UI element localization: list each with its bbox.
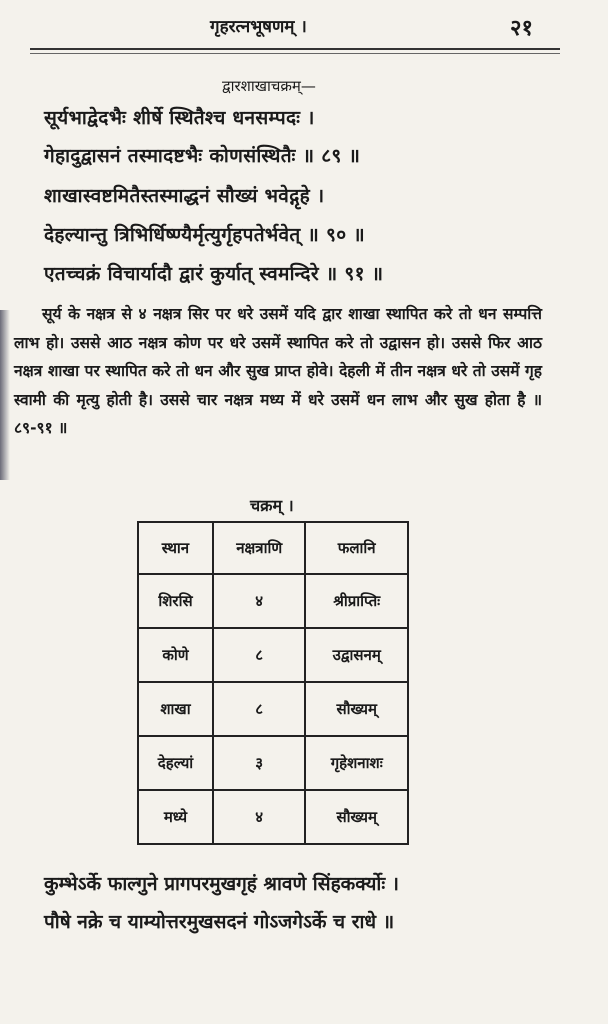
- table-row: [138, 574, 408, 628]
- chakra-table: [137, 521, 409, 845]
- table-row: [138, 628, 408, 682]
- table-row: [138, 682, 408, 736]
- table-cell: ४: [213, 790, 305, 844]
- table-cell: कोणे: [138, 628, 213, 682]
- section-title: द्वारशाखाचक्रम्—: [222, 77, 316, 95]
- header-rule-thin: [30, 53, 560, 54]
- header-rule: [30, 48, 560, 50]
- table-header-row: [138, 522, 408, 574]
- table-cell: सौख्यम्: [305, 790, 408, 844]
- table-row: [138, 790, 408, 844]
- commentary: [14, 300, 542, 443]
- table-cell: सौख्यम्: [305, 682, 408, 736]
- verse-line: गेहादुद्वासनं तस्मादष्टभैः कोणसंस्थितैः ॥ ८९ ॥: [44, 145, 361, 167]
- table-caption: चक्रम् ।: [250, 496, 294, 515]
- table-cell: श्रीप्राप्तिः: [305, 574, 408, 628]
- table-cell: शाखा: [138, 682, 213, 736]
- header-cell: नक्षत्राणि: [213, 522, 305, 574]
- running-title: गृहरत्नभूषणम् ।: [210, 17, 307, 37]
- footer-verse-line: कुम्भेऽर्के फाल्गुने प्रागपरमुखगृहं श्रावणे सिंहकर्क्योः ।: [44, 873, 400, 895]
- binding-shadow: [0, 310, 10, 480]
- footer-verse-line: पौषे नक्रे च याम्योत्तरमुखसदनं गोऽजगेऽर्के च राधे ॥: [44, 911, 395, 933]
- header-cell: फलानि: [305, 522, 408, 574]
- table-cell: शिरसि: [138, 574, 213, 628]
- table-cell: उद्वासनम्: [305, 628, 408, 682]
- commentary-text: सूर्य के नक्षत्र से ४ नक्षत्र सिर पर धरे उसमें यदि द्वार शाखा स्थापित करे तो धन सम्पत्ति लाभ हो। उससे आठ नक्षत्र कोण पर धरे उसमें स्थापित करे तो उद्वासन हो। उससे फिर आठ नक्षत्र शाखा पर स्थापित करे तो धन और सुख प्राप्त होवे। देहली में तीन नक्षत्र धरे तो उसमें गृह स्वामी की मृत्यु होती है। उससे चार नक्षत्र मध्य में धरे उसमें धन लाभ और सुख होता है ॥ ८९-९१ ॥: [14, 305, 542, 438]
- verse-line: शाखास्वष्टमितैस्तस्माद्धनं सौख्यं भवेद्गृहे ।: [44, 185, 325, 207]
- table-row: [138, 736, 408, 790]
- header-cell: स्थान: [138, 522, 213, 574]
- verse-line: देहल्यान्तु त्रिभिर्धिष्ण्यैर्मृत्युर्गृहपतेर्भवेत् ॥ ९० ॥: [44, 224, 365, 246]
- table-cell: ८: [213, 682, 305, 736]
- table-cell: ४: [213, 574, 305, 628]
- table-cell: ८: [213, 628, 305, 682]
- table-cell: मध्ये: [138, 790, 213, 844]
- verse-line: एतच्चक्रं विचार्यादौ द्वारं कुर्यात् स्वमन्दिरे ॥ ९१ ॥: [44, 263, 384, 285]
- table-cell: देहल्यां: [138, 736, 213, 790]
- verse-line: सूर्यभाद्वेदभैः शीर्षे स्थितैश्च धनसम्पदः ।: [44, 107, 315, 129]
- page-number: २१: [510, 16, 533, 41]
- table-cell: ३: [213, 736, 305, 790]
- table-cell: गृहेशनाशः: [305, 736, 408, 790]
